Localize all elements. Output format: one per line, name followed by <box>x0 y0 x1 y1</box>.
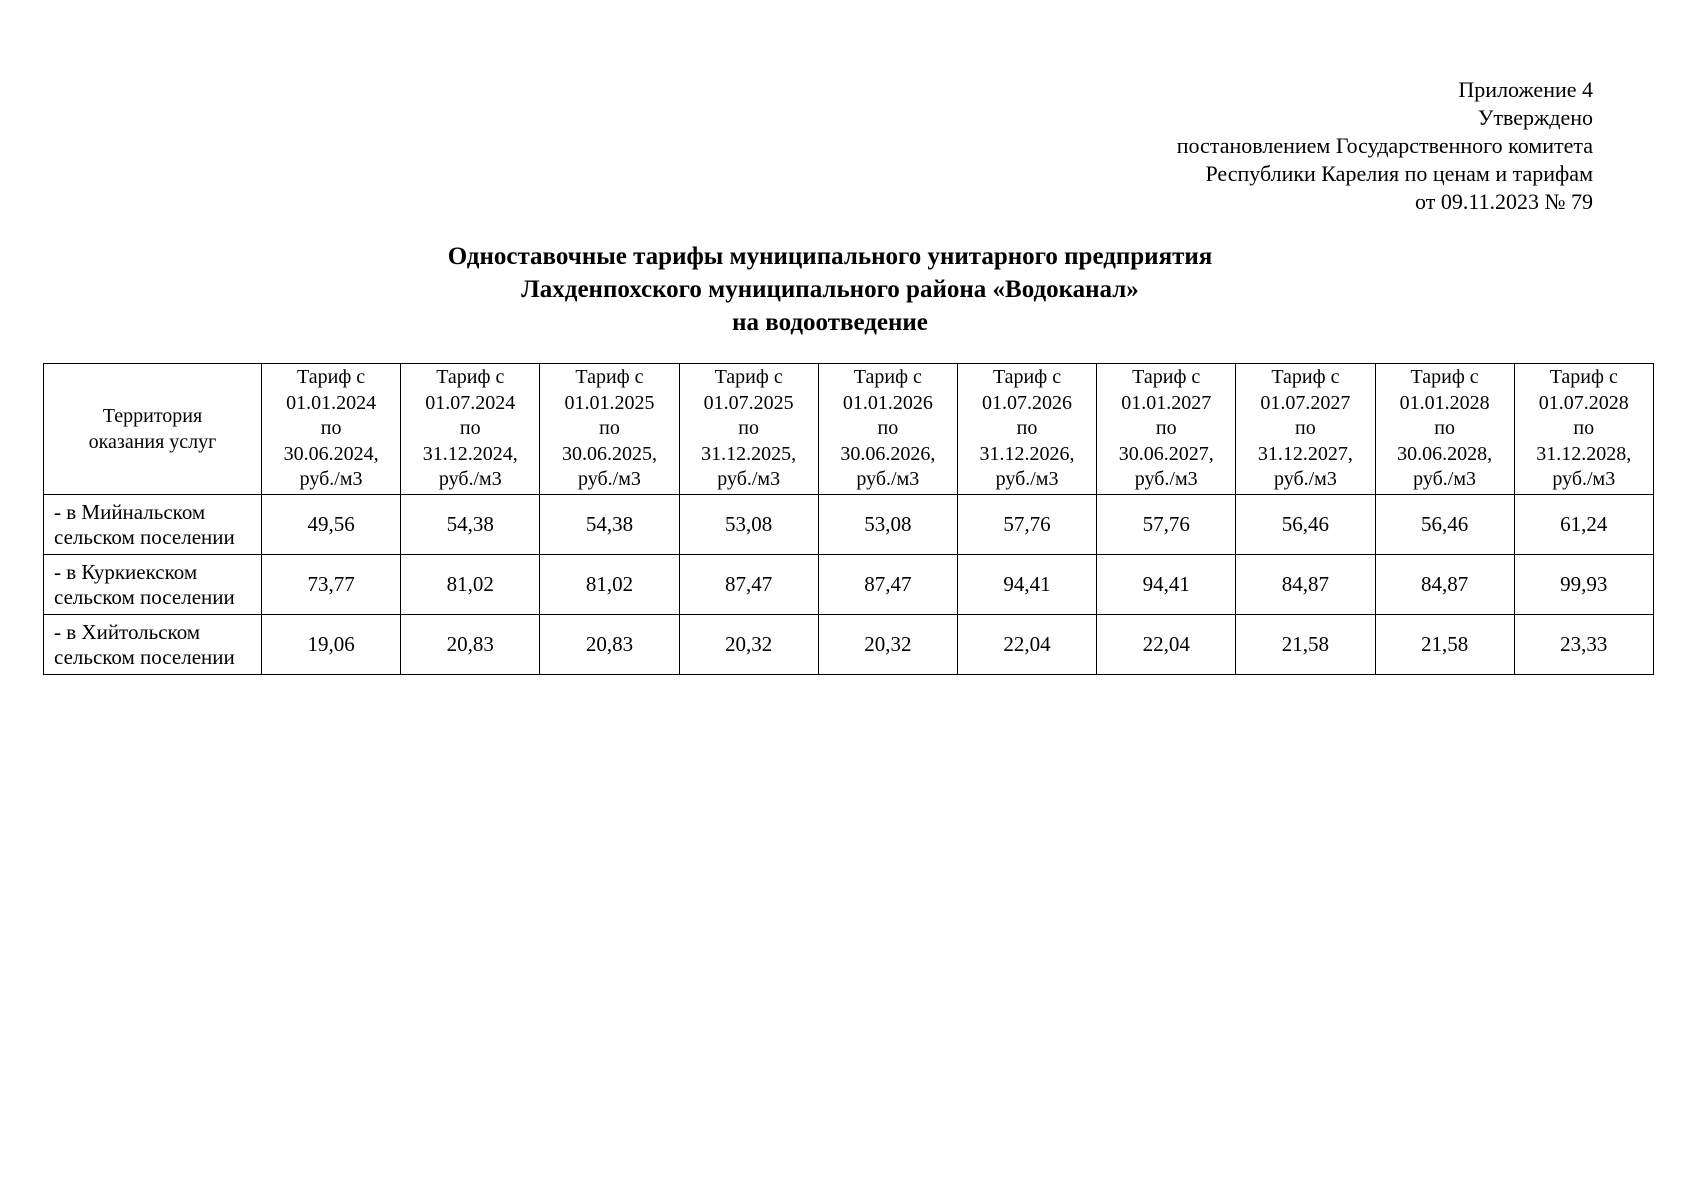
approved-label: Утверждено <box>1477 105 1593 130</box>
table-row <box>44 555 1654 615</box>
tariff-period-header: Тариф с 01.01.2024 по 30.06.2024, руб./м3 <box>262 364 401 495</box>
resolution-line: постановлением Государственного комитета <box>1176 133 1593 158</box>
tariff-value-cell: 21,58 <box>1236 615 1375 675</box>
tariff-period-header: Тариф с 01.07.2025 по 31.12.2025, руб./м3 <box>679 364 818 495</box>
territory-column-header: Территория оказания услуг <box>44 364 262 495</box>
committee-line: Республики Карелия по ценам и тарифам <box>1205 161 1593 186</box>
tariff-value-cell: 73,77 <box>262 555 401 615</box>
tariff-period-header: Тариф с 01.07.2028 по 31.12.2028, руб./м3 <box>1514 364 1653 495</box>
tariff-value-cell: 21,58 <box>1375 615 1514 675</box>
territory-cell: - в Куркиекском сельском поселении <box>44 555 262 615</box>
tariff-period-header: Тариф с 01.01.2026 по 30.06.2026, руб./м3 <box>818 364 957 495</box>
tariff-value-cell: 20,83 <box>540 615 679 675</box>
tariff-value-cell: 87,47 <box>818 555 957 615</box>
tariff-value-cell: 54,38 <box>540 495 679 555</box>
tariff-table <box>43 363 1654 675</box>
tariff-period-header: Тариф с 01.01.2028 по 30.06.2028, руб./м3 <box>1375 364 1514 495</box>
tariff-value-cell: 84,87 <box>1236 555 1375 615</box>
approval-block <box>1177 76 1593 216</box>
tariff-value-cell: 53,08 <box>679 495 818 555</box>
tariff-value-cell: 57,76 <box>1097 495 1236 555</box>
appendix-label: Приложение 4 <box>1458 77 1593 102</box>
tariff-value-cell: 57,76 <box>957 495 1096 555</box>
tariff-value-cell: 56,46 <box>1236 495 1375 555</box>
tariff-value-cell: 99,93 <box>1514 555 1653 615</box>
table-row <box>44 495 1654 555</box>
tariff-period-header: Тариф с 01.01.2025 по 30.06.2025, руб./м3 <box>540 364 679 495</box>
tariff-value-cell: 81,02 <box>401 555 540 615</box>
title-line-3: на водоотведение <box>732 309 928 336</box>
tariff-value-cell: 19,06 <box>262 615 401 675</box>
title-line-1: Одноставочные тарифы муниципального унитарного предприятия <box>447 243 1213 270</box>
tariff-value-cell: 23,33 <box>1514 615 1653 675</box>
tariff-period-header: Тариф с 01.07.2024 по 31.12.2024, руб./м3 <box>401 364 540 495</box>
tariff-value-cell: 94,41 <box>957 555 1096 615</box>
tariff-period-header: Тариф с 01.07.2027 по 31.12.2027, руб./м3 <box>1236 364 1375 495</box>
tariff-value-cell: 53,08 <box>818 495 957 555</box>
tariff-value-cell: 54,38 <box>401 495 540 555</box>
tariff-value-cell: 84,87 <box>1375 555 1514 615</box>
territory-cell: - в Хийтольском сельском поселении <box>44 615 262 675</box>
territory-cell: - в Мийнальском сельском поселении <box>44 495 262 555</box>
tariff-value-cell: 94,41 <box>1097 555 1236 615</box>
document-title <box>300 240 1360 339</box>
tariff-value-cell: 22,04 <box>957 615 1096 675</box>
tariff-value-cell: 87,47 <box>679 555 818 615</box>
table-header-row <box>44 364 1654 495</box>
tariff-value-cell: 49,56 <box>262 495 401 555</box>
tariff-value-cell: 61,24 <box>1514 495 1653 555</box>
tariff-period-header: Тариф с 01.07.2026 по 31.12.2026, руб./м3 <box>957 364 1096 495</box>
tariff-value-cell: 81,02 <box>540 555 679 615</box>
tariff-period-header: Тариф с 01.01.2027 по 30.06.2027, руб./м3 <box>1097 364 1236 495</box>
tariff-value-cell: 56,46 <box>1375 495 1514 555</box>
tariff-value-cell: 20,32 <box>679 615 818 675</box>
table-row <box>44 615 1654 675</box>
resolution-date: от 09.11.2023 № 79 <box>1415 189 1593 214</box>
title-line-2: Лахденпохского муниципального района «Водоканал» <box>521 276 1139 303</box>
tariff-value-cell: 20,83 <box>401 615 540 675</box>
tariff-value-cell: 22,04 <box>1097 615 1236 675</box>
tariff-value-cell: 20,32 <box>818 615 957 675</box>
